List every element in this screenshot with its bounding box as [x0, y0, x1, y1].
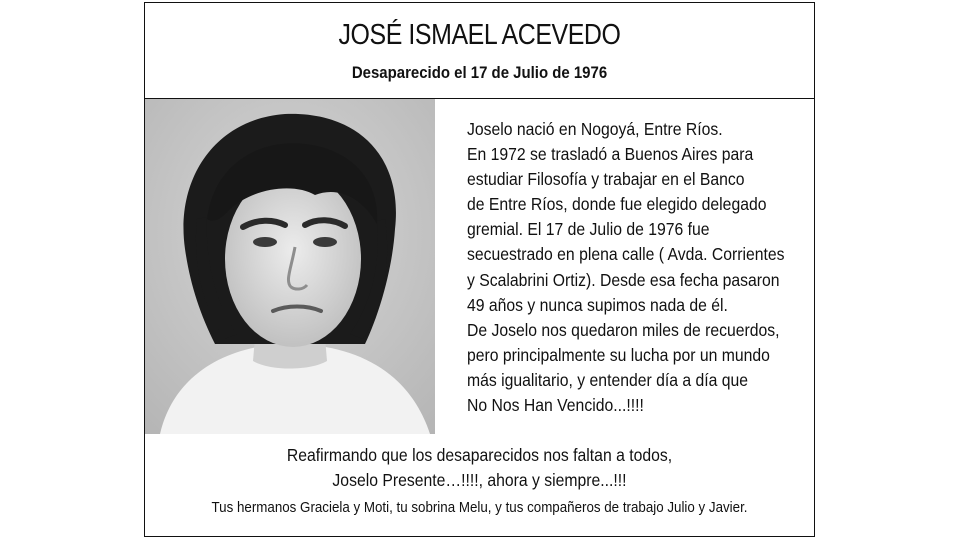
bio-line: más igualitario, y entender día a día que: [467, 369, 749, 390]
portrait-photo: [145, 99, 435, 434]
disappearance-date: Desaparecido el 17 de Julio de 1976: [351, 63, 608, 82]
bio-line: En 1972 se trasladó a Buenos Aires para: [467, 144, 754, 165]
header: [145, 3, 814, 99]
biography-text: [467, 117, 785, 418]
bio-line: estudiar Filosofía y trabajar en el Banco: [467, 169, 745, 190]
person-name: JOSÉ ISMAEL ACEVEDO: [338, 19, 621, 51]
bio-line: No Nos Han Vencido...!!!!: [467, 395, 644, 416]
bio-line: pero principalmente su lucha por un mundo: [467, 344, 770, 365]
bio-line: De Joselo nos quedaron miles de recuerdos,: [467, 319, 780, 340]
portrait-illustration: [145, 99, 435, 434]
bio-line: y Scalabrini Ortiz). Desde esa fecha pasaron: [467, 269, 780, 290]
closing-message: [178, 443, 780, 493]
closing-line-1: Reafirmando que los desaparecidos nos faltan a todos,: [286, 445, 673, 465]
obituary-card: [144, 2, 815, 537]
signature-line: Tus hermanos Graciela y Moti, tu sobrina Melu, y tus compañeros de trabajo Julio y Javier.: [211, 499, 748, 516]
bio-line: Joselo nació en Nogoyá, Entre Ríos.: [467, 119, 723, 139]
bio-line: de Entre Ríos, donde fue elegido delegado: [467, 194, 767, 215]
bio-line: secuestrado en plena calle ( Avda. Corrientes: [467, 244, 785, 265]
bio-line: gremial. El 17 de Julio de 1976 fue: [467, 219, 710, 240]
bio-line: 49 años y nunca supimos nada de él.: [467, 294, 728, 315]
closing-line-2: Joselo Presente…!!!!, ahora y siempre...!!!: [332, 470, 627, 490]
